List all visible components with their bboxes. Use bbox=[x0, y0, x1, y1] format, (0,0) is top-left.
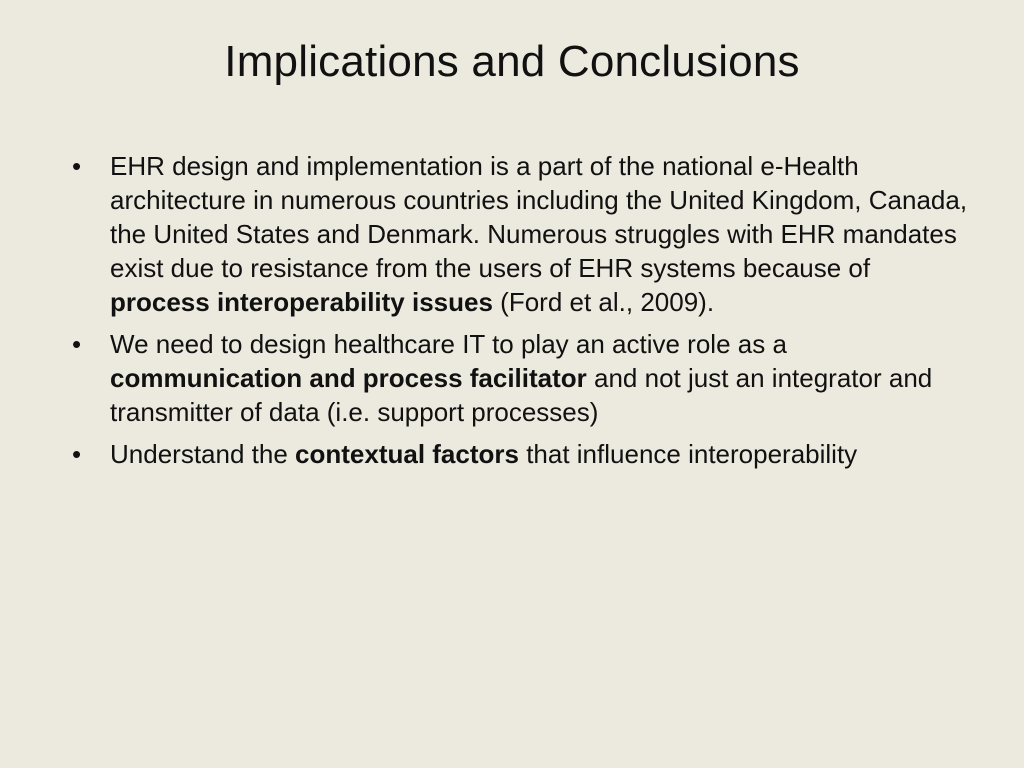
bullet-text-bold: contextual factors bbox=[295, 439, 519, 469]
bullet-text-post: that influence interoperability bbox=[518, 439, 858, 469]
bullet-list bbox=[72, 149, 972, 479]
bullet-item-ehr-design bbox=[72, 149, 972, 319]
bullet-text bbox=[110, 329, 932, 427]
bullet-text bbox=[110, 439, 857, 469]
bullet-text-pre: EHR design and implementation is a part of the national e-Health architecture in numerous countries including the United Kingdom, Canada, the United States and Denmark. Numerous struggles with EHR mandates exist due to resistance from the users of EHR systems because of bbox=[110, 151, 968, 283]
bullet-item-contextual-factors bbox=[72, 437, 972, 471]
slide-title: Implications and Conclusions bbox=[224, 37, 800, 86]
bullet-text-post: and not just an integrator and transmitter of data (i.e. support processes) bbox=[110, 363, 933, 427]
bullet-icon: • bbox=[72, 439, 82, 469]
bullet-icon: • bbox=[72, 151, 82, 181]
bullet-item-healthcare-it bbox=[72, 327, 972, 429]
bullet-text-bold: process interoperability issues bbox=[110, 287, 493, 317]
bullet-text bbox=[110, 151, 967, 317]
bullet-icon: • bbox=[72, 329, 82, 359]
bullet-text-post: (Ford et al., 2009). bbox=[492, 287, 715, 317]
bullet-text-pre: We need to design healthcare IT to play an active role as a bbox=[110, 329, 787, 359]
bullet-text-bold: communication and process facilitator bbox=[110, 363, 587, 393]
bullet-text-pre: Understand the bbox=[110, 439, 296, 469]
